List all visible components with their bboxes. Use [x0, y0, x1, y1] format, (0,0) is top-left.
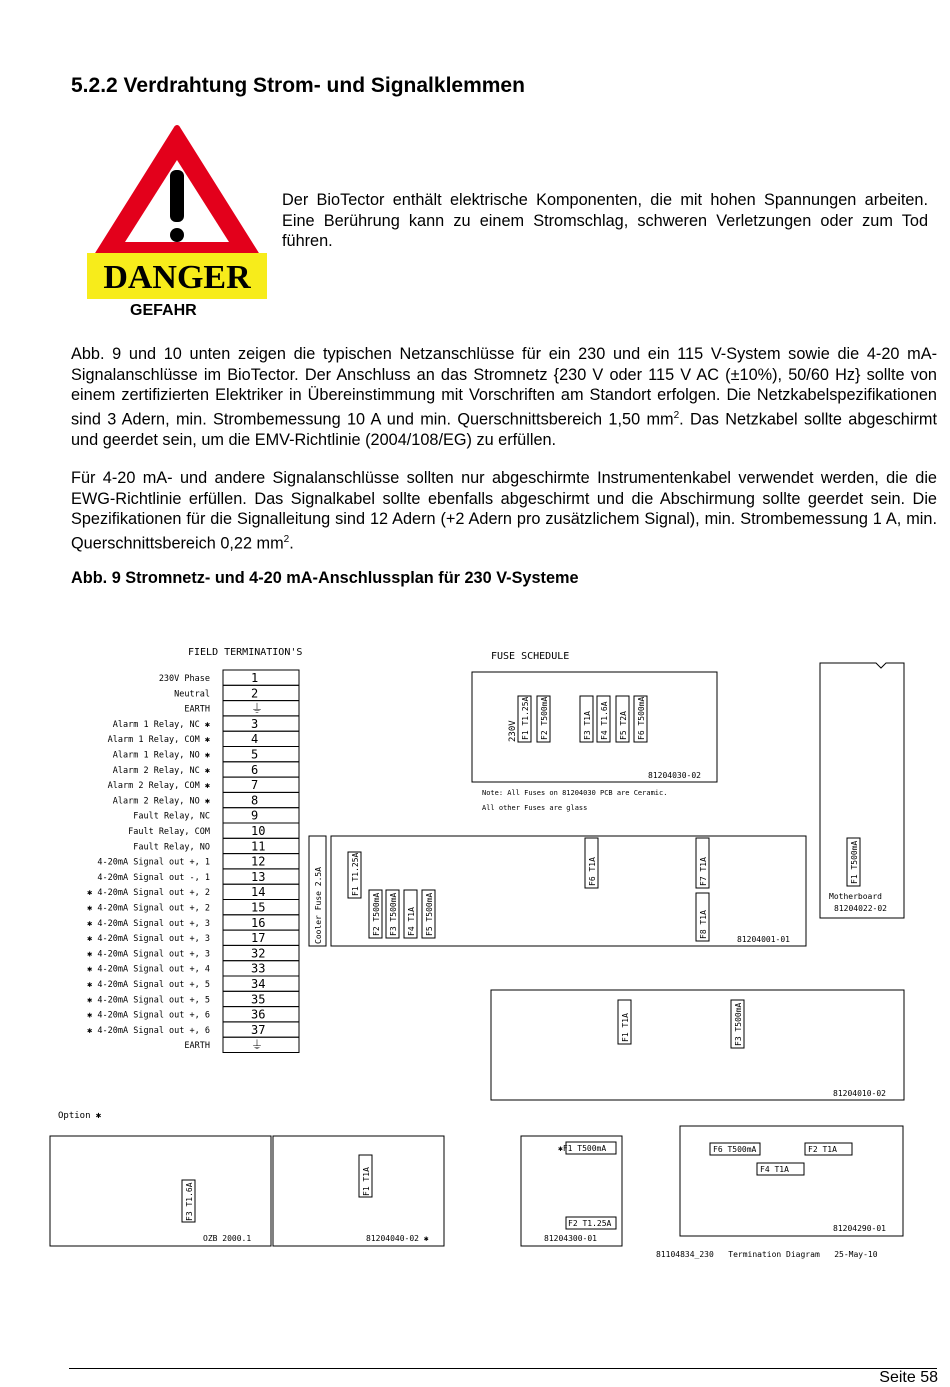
terminal-number: 13	[251, 869, 266, 884]
svg-text:81204001-01: 81204001-01	[737, 935, 790, 944]
terminal-label: Alarm 2 Relay, COM ✱	[107, 781, 210, 792]
svg-text:81204300-01: 81204300-01	[544, 1234, 597, 1243]
option-note: Option ✱	[58, 1111, 102, 1121]
fuse-001-2-label: F2 T500mA	[372, 892, 381, 936]
terminal-label: EARTH	[184, 704, 210, 715]
danger-caption: GEFAHR	[130, 302, 197, 319]
terminal-label: Neutral	[174, 689, 210, 700]
svg-text:81204290-01: 81204290-01	[833, 1224, 886, 1233]
fuse-230v-6-label: F6 T500mA	[637, 696, 646, 740]
drawing-footer: 81104834_230 Termination Diagram 25-May-10	[656, 1250, 878, 1259]
fuse-230v-1-label: F1 T1.25A	[521, 696, 530, 740]
fuse-230v-3-label: F3 T1A	[583, 711, 592, 740]
terminal-cell	[223, 716, 299, 731]
terminal-label: ✱ 4-20mA Signal out +, 3	[87, 949, 210, 960]
terminal-number: 7	[251, 778, 259, 793]
exclamation-mark-icon	[170, 170, 184, 222]
terminal-label: Alarm 1 Relay, NO ✱	[112, 750, 210, 761]
svg-text:F2 T1A: F2 T1A	[808, 1145, 837, 1154]
terminal-number: 17	[251, 931, 266, 946]
board-81204010-fuses	[618, 1000, 744, 1048]
svg-text:OZB 2000.1: OZB 2000.1	[203, 1234, 252, 1243]
terminal-cell	[223, 777, 299, 792]
svg-text:F3 T1.6A: F3 T1.6A	[185, 1182, 194, 1221]
terminal-cell	[223, 792, 299, 807]
terminal-number: 3	[251, 716, 259, 731]
terminal-label: ✱ 4-20mA Signal out +, 5	[87, 980, 210, 990]
terminal-number: 33	[251, 961, 266, 976]
terminal-cell	[223, 762, 299, 777]
terminal-number: 15	[251, 900, 266, 915]
fuse-001-5-label: F5 T500mA	[425, 892, 434, 936]
terminal-label: Fault Relay, COM	[128, 827, 210, 837]
termination-diagram	[0, 630, 950, 1270]
terminal-label: Alarm 1 Relay, COM ✱	[107, 735, 210, 746]
terminal-cell	[223, 685, 299, 700]
board-ozb-2000	[50, 1136, 271, 1246]
terminal-number: 32	[251, 946, 266, 961]
terminal-label: EARTH	[184, 1041, 210, 1052]
terminal-number: 16	[251, 915, 266, 930]
motherboard-label: Motherboard	[829, 892, 882, 901]
terminal-number: 4	[251, 732, 259, 747]
board-81204001-fuses	[348, 838, 709, 941]
terminal-label: Alarm 2 Relay, NO ✱	[112, 796, 210, 807]
fuse-001-7-label: F7 T1A	[699, 857, 708, 886]
terminal-label: ✱ 4-20mA Signal out +, 4	[87, 964, 210, 975]
terminal-label: ✱ 4-20mA Signal out +, 5	[87, 995, 210, 1006]
field-terminations-title: FIELD TERMINATION'S	[188, 647, 303, 658]
terminal-label: ✱ 4-20mA Signal out +, 6	[87, 1010, 210, 1021]
svg-text:✱F1 T500mA: ✱F1 T500mA	[558, 1144, 607, 1153]
fuse-010-3-label: F3 T500mA	[734, 1002, 743, 1046]
paragraph-power-connections: Abb. 9 und 10 unten zeigen die typischen Netzanschlüsse für ein 230 und ein 115 V-System sowie die 4-20 mA-Signalanschlüsse im BioTector. Der Anschluss an das Stromnetz {230 V oder 115 V AC (±10%), 50/60 Hz} sollte von einem zertifizierten Elektriker in Übereinstimmung mit Vorschriften am Standort erfolgen. Die Netzkabelspezifikationen sind 3 Adern, min. Strombemessung 10 A und min. Querschnittsbereich 1,50 $mm^2$. Das Netzkabel sollte abgeschirmt und geerdet sein, um die EMV-Richtlinie (2004/108/EG) zu erfüllen.	[71, 345, 937, 449]
figure-caption: Abb. 9 Stromnetz- und 4-20 mA-Anschlussplan für 230 V-Systeme	[71, 569, 579, 587]
terminal-number: 12	[251, 854, 266, 869]
motherboard-fuse: F1 T500mA	[850, 840, 859, 884]
fuse-001-8-label: F8 T1A	[699, 910, 708, 939]
terminal-number: 11	[251, 839, 266, 854]
terminal-cell	[223, 670, 299, 685]
terminal-label: 4-20mA Signal out -, 1	[97, 872, 210, 883]
terminal-label: ✱ 4-20mA Signal out +, 3	[87, 934, 210, 945]
warning-text: Der BioTector enthält elektrische Komponenten, die mit hohen Spannungen arbeiten. Eine Berührung kann zu einem Stromschlag, schweren Verletzungen oder zum Tod führen.	[282, 191, 928, 251]
svg-text:81204010-02: 81204010-02	[833, 1089, 886, 1098]
svg-text:F1 T1A: F1 T1A	[362, 1167, 371, 1196]
motherboard-part-no: 81204022-02	[834, 904, 887, 913]
terminal-number: 36	[251, 1007, 266, 1022]
svg-text:Cooler Fuse 2.5A: Cooler Fuse 2.5A	[314, 866, 323, 944]
fuse-001-6-label: F6 T1A	[588, 857, 597, 886]
terminal-label: Fault Relay, NO	[133, 842, 210, 853]
terminal-number: 35	[251, 992, 266, 1007]
terminal-label: Alarm 1 Relay, NC ✱	[112, 719, 210, 730]
fuse-001-3-label: F3 T500mA	[389, 892, 398, 936]
fuse-230v-4-label: F4 T1.6A	[600, 701, 609, 740]
svg-text:F6 T500mA: F6 T500mA	[713, 1145, 757, 1154]
fuse-230v-2-label: F2 T500mA	[540, 696, 549, 740]
terminal-label: 230V Phase	[158, 674, 210, 684]
terminal-number: 6	[251, 762, 259, 777]
terminal-label: 4-20mA Signal out +, 1	[97, 857, 210, 868]
terminal-number: ⏚	[251, 1038, 264, 1053]
terminal-label: ✱ 4-20mA Signal out +, 2	[87, 903, 210, 914]
board-81204001	[331, 836, 806, 946]
svg-text:F4 T1A: F4 T1A	[760, 1165, 789, 1174]
fuse-schedule-title: FUSE SCHEDULE	[491, 651, 570, 662]
terminal-number: 14	[251, 885, 266, 900]
fuse-230v-5-label: F5 T2A	[619, 711, 628, 740]
terminal-label: ✱ 4-20mA Signal out +, 2	[87, 888, 210, 899]
terminal-number: 37	[251, 1022, 266, 1037]
danger-warning-sign	[86, 124, 268, 302]
terminal-number: 8	[251, 793, 259, 808]
svg-text:230V: 230V	[508, 720, 518, 742]
section-heading: 5.2.2 Verdrahtung Strom- und Signalklemmen	[71, 74, 525, 97]
svg-text:81204040-02 ✱: 81204040-02 ✱	[366, 1234, 429, 1243]
terminal-number: ⏚	[251, 701, 264, 716]
terminal-number: 9	[251, 808, 259, 823]
terminal-labels	[87, 671, 265, 1052]
page-number: Seite 58	[879, 1369, 938, 1386]
paragraph-signal-connections: Für 4-20 mA- und andere Signalanschlüsse sollten nur abgeschirmte Instrumentenkabel verwendet werden, die die EWG-Richtlinie erfüllen. Das Signalkabel sollte ebenfalls abgeschirmt und die Abschirmung sollte geerdet sein. Die Spezifikationen für die Signalleitung sind 12 Adern (+2 Adern pro zusätzlichem Signal), min. Strombemessung 1 A, min. Querschnittsbereich 0,22 $mm^2$.	[71, 469, 937, 553]
svg-text:81204030-02: 81204030-02	[648, 771, 701, 780]
terminal-number: 34	[251, 977, 266, 991]
fuse-001-4-label: F4 T1A	[407, 907, 416, 936]
fuse-001-1-label: F1 T1.25A	[351, 852, 360, 896]
terminal-cell	[223, 731, 299, 746]
terminal-label: Alarm 2 Relay, NC ✱	[112, 765, 210, 776]
fuse-010-1-label: F1 T1A	[621, 1013, 630, 1042]
terminal-number: 10	[251, 824, 266, 838]
terminal-label: Fault Relay, NC	[133, 811, 210, 822]
terminal-cell	[223, 747, 299, 762]
terminal-label: ✱ 4-20mA Signal out +, 3	[87, 918, 210, 929]
terminal-cell	[223, 808, 299, 823]
danger-label: DANGER	[103, 259, 251, 296]
footer-rule	[69, 1368, 937, 1369]
motherboard-board	[820, 663, 904, 918]
fuse-board-81204030-fuses	[518, 696, 647, 742]
terminal-number: 5	[251, 747, 259, 762]
terminal-number: 2	[251, 686, 259, 701]
terminal-number: 1	[251, 671, 259, 685]
note-glass: All other Fuses are glass	[482, 804, 588, 812]
svg-text:F2 T1.25A: F2 T1.25A	[568, 1219, 612, 1228]
note-ceramic: Note: All Fuses on 81204030 PCB are Ceramic.	[482, 789, 668, 797]
board-81204010	[491, 990, 904, 1100]
terminal-label: ✱ 4-20mA Signal out +, 6	[87, 1025, 210, 1036]
